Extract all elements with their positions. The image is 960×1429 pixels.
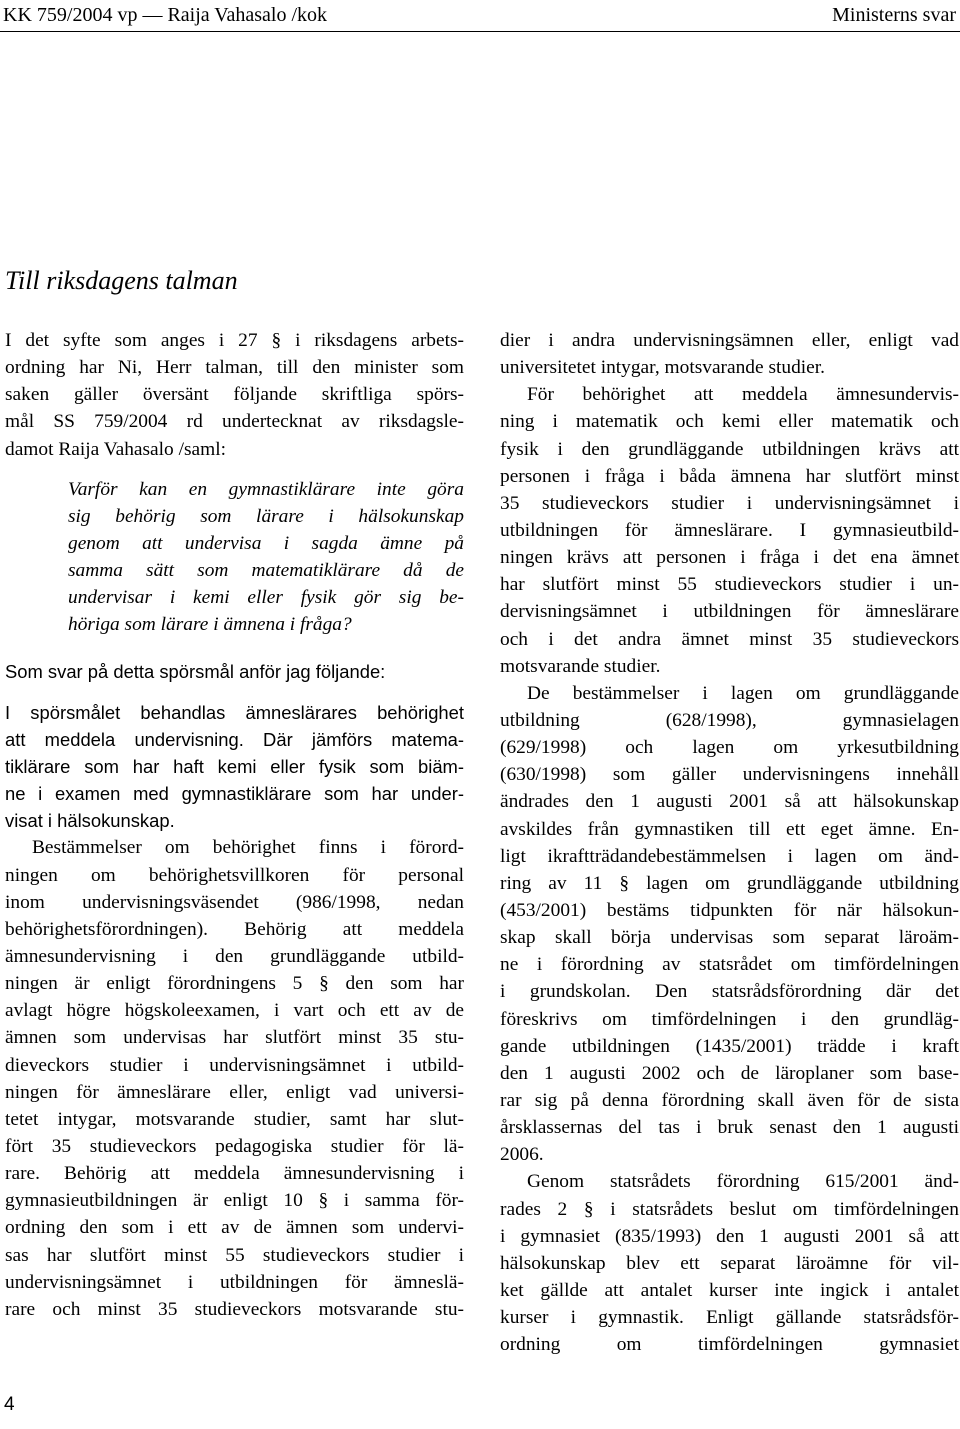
text-line: gymnasieutbildningen är enligt 10 § i samma för- bbox=[5, 1190, 464, 1212]
running-header-right: Ministerns svar bbox=[832, 4, 956, 26]
text-line: damot Raija Vahasalo /saml: bbox=[5, 438, 226, 460]
text-line: De bestämmelser i lagen om grundläggande bbox=[527, 682, 959, 704]
text-line: ämnen som undervisas har slutfört minst 35 stu- bbox=[5, 1027, 464, 1049]
text-line: motsvarande studier. bbox=[500, 655, 661, 677]
text-line: personen i fråga i båda ämnena har slutfört minst bbox=[500, 465, 959, 487]
text-line: dier i andra undervisningsämnen eller, enligt vad bbox=[500, 330, 959, 351]
text-line: ne i examen med gymnastiklärare som har under- bbox=[5, 783, 464, 805]
running-header-left: KK 759/2004 vp — Raija Vahasalo /kok bbox=[3, 4, 328, 26]
question-line: sig behörig som lärare i hälsokunskap bbox=[68, 505, 464, 527]
text-line: gande utbildningen (1435/2001) trädde i kraft bbox=[500, 1035, 959, 1057]
text-line: rar sig på denna förordning skall även för de sista bbox=[500, 1089, 959, 1111]
question-line: genom att undervisa i sagda ämne på bbox=[68, 532, 464, 554]
text-line: mål SS 759/2004 rd undertecknat av riksdagsle- bbox=[5, 411, 464, 433]
text-line: skap skall börja undervisas som separat läroäm- bbox=[500, 927, 959, 949]
text-line: ändrades den 1 augusti 2001 så att hälsokunskap bbox=[500, 791, 959, 813]
text-line: ningen krävs att personen i fråga i det ena ämnet bbox=[500, 547, 959, 569]
text-line: För behörighet att meddela ämnesundervis- bbox=[527, 384, 959, 406]
text-line: har slutfört minst 55 studieveckors studier i un- bbox=[500, 574, 959, 596]
text-line: I spörsmålet behandlas ämneslärares behörighet bbox=[5, 701, 464, 723]
text-line: (630/1998) som gäller undervisningens innehåll bbox=[500, 764, 959, 786]
text-line: dieveckors studier i undervisningsämnet i utbild- bbox=[5, 1054, 464, 1076]
text-line: 35 studieveckors studier i undervisningsämnet i bbox=[500, 492, 959, 514]
text-line: ämnesundervisning i den grundläggande utbild- bbox=[5, 945, 464, 967]
question-line: Varför kan en gymnastiklärare inte göra bbox=[68, 478, 464, 500]
text-line: i gymnasiet (835/1993) den 1 augusti 2001 så att bbox=[500, 1225, 959, 1247]
left-column bbox=[5, 327, 464, 1323]
text-line: fört 35 studieveckors pedagogiska studier för lä- bbox=[5, 1135, 464, 1157]
text-line: ningen om behörighetsvillkoren för personal bbox=[5, 864, 464, 886]
text-line: undervisningsämnet i utbildningen för ämneslä- bbox=[5, 1271, 464, 1293]
text-line: och i det andra ämnet minst 35 studieveckors bbox=[500, 628, 959, 650]
text-line: 2006. bbox=[500, 1144, 544, 1166]
text-line: årsklassernas del tas i bruk senast den 1 augusti bbox=[500, 1117, 959, 1139]
text-line: att meddela undervisning. Där jämförs matema- bbox=[5, 728, 464, 750]
text-line: ning i matematik och kemi eller matematik och bbox=[500, 411, 959, 433]
text-line: tetet intygar, motsvarande studier, samt har slut- bbox=[5, 1108, 464, 1130]
text-line: hälsokunskap blev ett separat läroämne för vil- bbox=[500, 1252, 959, 1274]
text-line: utbildning (628/1998), gymnasielagen bbox=[500, 709, 959, 731]
text-line: tiklärare som har haft kemi eller fysik som biäm- bbox=[5, 755, 464, 777]
text-line: Bestämmelser om behörighet finns i förord- bbox=[32, 837, 464, 859]
paragraph-gap bbox=[5, 639, 464, 658]
text-line: inom undervisningsväsendet (986/1998, nedan bbox=[5, 891, 464, 913]
text-line: universitetet intygar, motsvarande studier. bbox=[500, 357, 826, 379]
paragraph-gap bbox=[5, 463, 464, 476]
text-line: ordning den som i ett av de ämnen som undervi- bbox=[5, 1217, 464, 1239]
text-line: avlagt högre högskoleexamen, i vart och ett av de bbox=[5, 1000, 464, 1022]
text-line: rare. Behörig att meddela ämnesundervisning i bbox=[5, 1163, 464, 1185]
paragraph-gap bbox=[5, 685, 464, 699]
text-line: utbildningen för ämneslärare. I gymnasieutbild- bbox=[500, 519, 959, 541]
text-line: I det syfte som anges i 27 § i riksdagens arbets- bbox=[5, 330, 464, 351]
text-line: ne i förordning av statsrådet om timfördelningen bbox=[500, 954, 959, 976]
question-line: undervisar i kemi eller fysik gör sig be- bbox=[68, 587, 464, 609]
header-rule bbox=[0, 31, 960, 32]
text-line: rare och minst 35 studieveckors motsvarande stu- bbox=[5, 1298, 464, 1320]
text-line: visat i hälsokunskap. bbox=[5, 810, 175, 832]
question-line: samma sätt som matematiklärare då de bbox=[68, 560, 464, 582]
text-line: ordning har Ni, Herr talman, till den minister som bbox=[5, 357, 464, 379]
text-line: ring av 11 § lagen om grundläggande utbildning bbox=[500, 872, 959, 894]
document-title: Till riksdagens talman bbox=[5, 266, 238, 295]
text-line: den 1 augusti 2002 och de läroplaner som base- bbox=[500, 1062, 959, 1084]
text-line: ket gällde att antalet kurser inte ingick i antalet bbox=[500, 1279, 959, 1301]
text-line: (453/2001) bestäms tidpunkten för när hälsokun- bbox=[500, 899, 959, 921]
right-column bbox=[500, 327, 959, 1358]
text-line: rades 2 § i statsrådets beslut om timfördelningen bbox=[500, 1198, 959, 1220]
question-line: höriga som lärare i ämnena i fråga? bbox=[68, 614, 352, 636]
text-line: ningen för ämneslärare eller, enligt vad universi- bbox=[5, 1081, 464, 1103]
text-line: Som svar på detta spörsmål anför jag följande: bbox=[5, 660, 386, 682]
text-line: fysik i den grundläggande utbildningen krävs att bbox=[500, 438, 959, 460]
text-line: Genom statsrådets förordning 615/2001 änd- bbox=[527, 1171, 959, 1193]
page-number: 4 bbox=[4, 1394, 15, 1415]
text-line: kurser i gymnastik. Enligt gällande statsrådsför- bbox=[500, 1307, 959, 1329]
text-line: dervisningsämnet i utbildningen för ämneslärare bbox=[500, 601, 959, 623]
text-line: behörighetsförordningen). Behörig att meddela bbox=[5, 918, 464, 940]
text-line: ordning om timfördelningen gymnasiet bbox=[500, 1334, 959, 1356]
text-line: avskildes från gymnastiken till ett eget ämne. En- bbox=[500, 818, 959, 840]
text-line: sas har slutfört minst 55 studieveckors studier i bbox=[5, 1244, 464, 1266]
text-line: (629/1998) och lagen om yrkesutbildning bbox=[500, 737, 959, 759]
text-line: i grundskolan. Den statsrådsförordning där det bbox=[500, 981, 959, 1003]
text-line: saken gäller översänt följande skriftliga spörs- bbox=[5, 384, 464, 406]
text-line: föreskrivs om timfördelningen i den grundläg- bbox=[500, 1008, 959, 1030]
text-line: ligt ikraftträdandebestämmelsen i lagen om änd- bbox=[500, 845, 959, 867]
text-line: ningen är enligt förordningens 5 § den som har bbox=[5, 973, 464, 995]
